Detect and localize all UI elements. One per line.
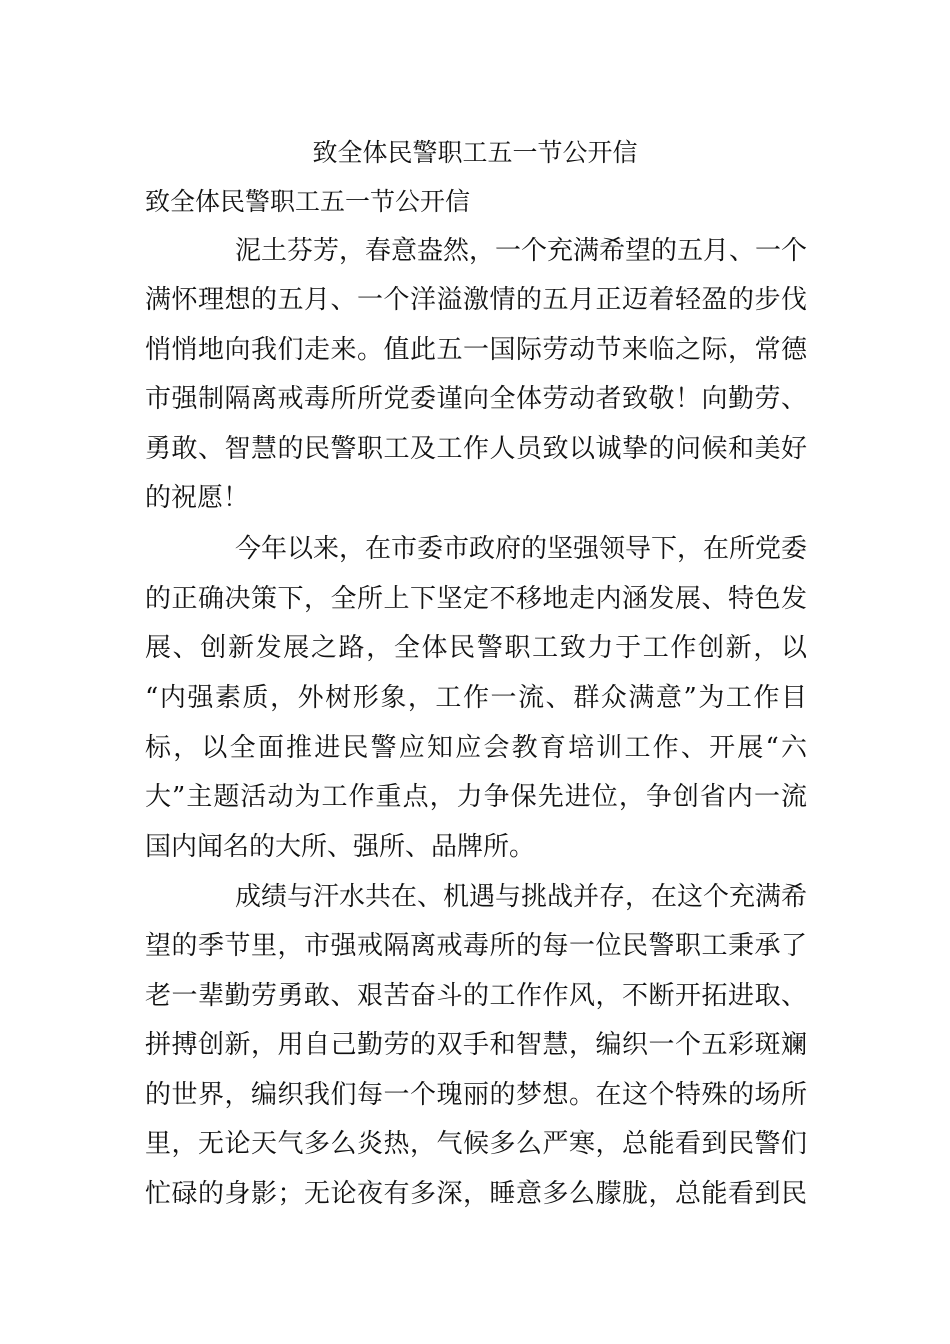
paragraph-2-line-6: 大”主题活动为工作重点，力争保先进位，争创省内一流 <box>145 782 807 812</box>
document-subtitle: 致全体民警职工五一节公开信 <box>145 187 471 216</box>
paragraph-2-line-5: 标，以全面推进民警应知应会教育培训工作、开展“六 <box>145 733 807 763</box>
paragraph-3-line-6: 里，无论天气多么炎热，气候多么严寒，总能看到民警们 <box>145 1129 807 1159</box>
paragraph-3-line-5: 的世界，编织我们每一个瑰丽的梦想。在这个特殊的场所 <box>145 1080 807 1110</box>
paragraph-2-line-3: 展、创新发展之路，全体民警职工致力于工作创新，以 <box>145 633 807 663</box>
paragraph-2-line-7: 国内闻名的大所、强所、品牌所。 <box>145 832 536 862</box>
paragraph-3-line-7: 忙碌的身影；无论夜有多深，睡意多么朦胧，总能看到民 <box>145 1179 807 1209</box>
paragraph-1-line-3: 悄悄地向我们走来。值此五一国际劳动节来临之际，常德 <box>145 335 807 365</box>
paragraph-1-line-4: 市强制隔离戒毒所所党委谨向全体劳动者致敬！向勤劳、 <box>145 384 807 414</box>
paragraph-2-line-4: “内强素质，外树形象，工作一流、群众满意”为工作目 <box>145 683 807 713</box>
paragraph-2-line-1: 今年以来，在市委市政府的坚强领导下，在所党委 <box>235 534 808 564</box>
paragraph-1-line-5: 勇敢、智慧的民警职工及工作人员致以诚挚的问候和美好 <box>145 434 807 464</box>
paragraph-3-line-1: 成绩与汗水共在、机遇与挑战并存，在这个充满希 <box>235 882 808 912</box>
paragraph-1-line-1: 泥土芬芳，春意盎然，一个充满希望的五月、一个 <box>235 236 808 266</box>
document-title: 致全体民警职工五一节公开信 <box>312 138 638 167</box>
paragraph-2-line-2: 的正确决策下，全所上下坚定不移地走内涵发展、特色发 <box>145 584 807 614</box>
paragraph-3-line-2: 望的季节里，市强戒隔离戒毒所的每一位民警职工秉承了 <box>145 931 807 961</box>
paragraph-1-line-2: 满怀理想的五月、一个洋溢激情的五月正迈着轻盈的步伐 <box>145 285 807 315</box>
paragraph-3-line-3: 老一辈勤劳勇敢、艰苦奋斗的工作作风，不断开拓进取、 <box>145 981 807 1011</box>
paragraph-1-line-6: 的祝愿！ <box>145 483 250 513</box>
paragraph-3-line-4: 拼搏创新，用自己勤劳的双手和智慧，编织一个五彩斑斓 <box>145 1030 807 1060</box>
